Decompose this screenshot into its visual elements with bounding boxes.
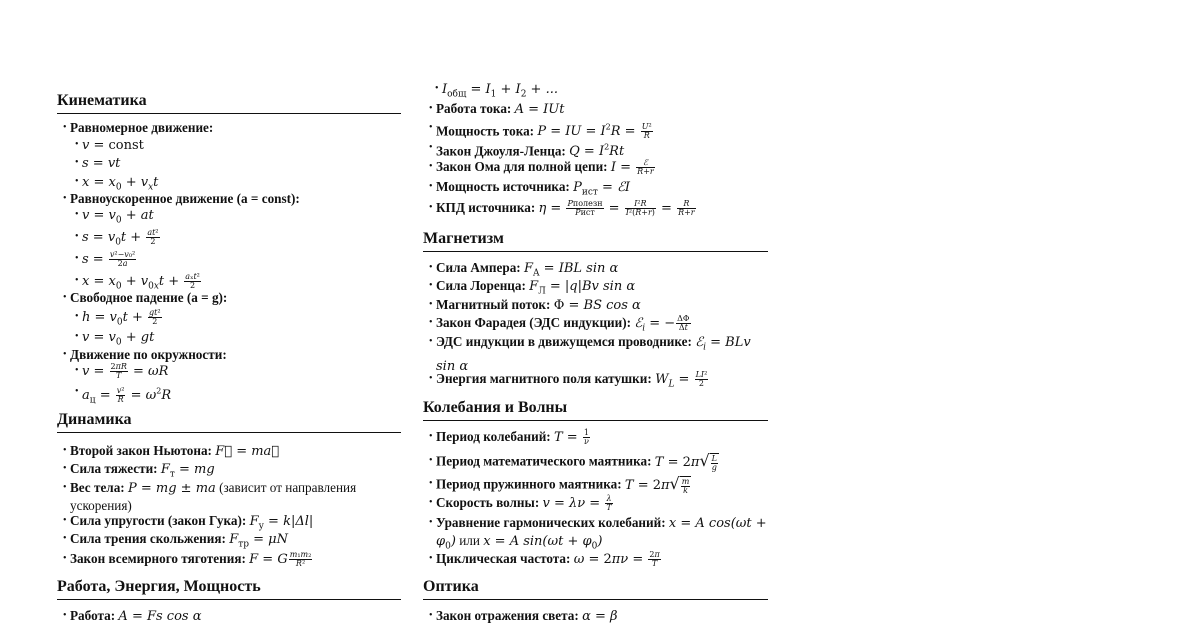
item-label: Магнитный поток: bbox=[436, 297, 551, 312]
list-item bbox=[429, 100, 768, 118]
formula: η = $\frac{\text{Pполезн}}{\text{Pист}}$ = $\frac{\text{I²R}}{\text{I²(R+r)}}$ = $\frac{R}{R+r}$ bbox=[538, 199, 695, 217]
list-item bbox=[429, 370, 768, 394]
item-label: Скорость волны: bbox=[436, 495, 540, 510]
formula: F⃗ = ma⃗ bbox=[215, 444, 280, 459]
formula-item bbox=[75, 136, 401, 154]
formula-item bbox=[75, 383, 401, 410]
formula: $F_Л = |q|Bv$ sin α bbox=[529, 279, 636, 297]
item-label: Работа тока: bbox=[436, 101, 512, 116]
list-item bbox=[429, 475, 768, 495]
formula: P = mg ± ma bbox=[127, 481, 216, 496]
formula: Φ = BS cos α bbox=[553, 298, 641, 313]
item-label: Второй закон Ньютона: bbox=[70, 443, 212, 458]
item-label: Закон Ома для полной цепи: bbox=[436, 159, 608, 174]
formula-item bbox=[75, 154, 401, 172]
list-item bbox=[429, 296, 768, 314]
formula: $a_ц$ = $\frac{\text{v²}}{R}$ = $\omega^2R$ bbox=[82, 386, 172, 406]
section-title-work-energy: Работа, Энергия, Мощность bbox=[57, 578, 401, 600]
item-label: Период колебаний: bbox=[436, 429, 551, 444]
list-item bbox=[429, 494, 768, 512]
formula: v = const bbox=[82, 138, 144, 153]
item-label: Сила трения скольжения: bbox=[70, 531, 226, 546]
formula: F = G $\frac{\text{m₁m₂}}{\text{R²}}$ bbox=[249, 550, 312, 568]
formula: ℰ$_i$ = BLv sin α bbox=[436, 335, 751, 374]
formula-item bbox=[75, 228, 401, 252]
formula: v = $\frac{2\pi R}{T}$ = ωR bbox=[82, 362, 169, 380]
list-item bbox=[63, 190, 401, 207]
formula: $F_т$ = mg bbox=[160, 462, 215, 480]
list-item bbox=[63, 119, 401, 136]
item-label: ЭДС индукции в движущемся проводнике: bbox=[436, 334, 692, 349]
item-note: (зависит от направления ускорения) bbox=[70, 480, 357, 513]
formula: $W_L$ = $\frac{\text{LI²}}{2}$ bbox=[655, 370, 708, 390]
item-label: Уравнение гармонических колебаний: bbox=[436, 515, 666, 530]
formula-item bbox=[75, 362, 401, 380]
section-title-dynamics: Динамика bbox=[57, 411, 401, 433]
list-item bbox=[63, 607, 401, 625]
formula: ω = 2πν = $\frac{2\pi}{T}$ bbox=[573, 550, 660, 568]
item-label: Равномерное движение: bbox=[70, 120, 214, 135]
connector-word: или bbox=[459, 533, 480, 548]
item-label: Сила упругости (закон Гука): bbox=[70, 513, 247, 528]
item-label: Энергия магнитного поля катушки: bbox=[436, 371, 652, 386]
formula: ℰ$_i$ = − $\frac{\Delta\Phi}{\Delta t}$ bbox=[634, 314, 690, 334]
formula: $F_A$ = IBL sin α bbox=[524, 261, 619, 279]
list-item bbox=[63, 346, 401, 363]
section-title-magnetism: Магнетизм bbox=[423, 230, 768, 252]
list-item bbox=[429, 452, 768, 472]
item-label: Сила тяжести: bbox=[70, 461, 158, 476]
list-item bbox=[429, 119, 768, 140]
formula: x = A $\sin(\omega t + \varphi_0)$ bbox=[483, 534, 603, 552]
item-label: Закон Джоуля-Ленца: bbox=[436, 143, 566, 159]
formula: s = $\frac{\text{v²−v₀²}}{2a}$ bbox=[82, 250, 136, 268]
list-item bbox=[429, 428, 768, 446]
item-label: Сила Лоренца: bbox=[436, 278, 526, 293]
formula: A = Fs cos α bbox=[118, 609, 202, 624]
formula: $h = v_0t$ + $\frac{\text{gt²}}{2}$ bbox=[82, 308, 161, 328]
list-item bbox=[63, 289, 401, 306]
list-item bbox=[429, 199, 768, 217]
item-label: Период математического маятника: bbox=[436, 453, 652, 469]
list-item bbox=[429, 158, 768, 176]
section-title-kinematics: Кинематика bbox=[57, 92, 401, 114]
item-label: Циклическая частота: bbox=[436, 551, 571, 566]
item-label: Движение по окружности: bbox=[70, 347, 227, 362]
item-label: Закон всемирного тяготения: bbox=[70, 551, 246, 566]
section-title-optics: Оптика bbox=[423, 578, 768, 600]
formula-item bbox=[75, 206, 401, 230]
formula: $x = x_0 + v_{0x}t$ + $\frac{\text{aₓt²}}{2}$ bbox=[82, 272, 200, 292]
list-item bbox=[429, 607, 768, 625]
item-label: КПД источника: bbox=[436, 200, 536, 215]
formula: I = $\frac{\text{ℰ}}{R+r}$ bbox=[610, 158, 654, 176]
formula: v = λν = $\frac{\lambda}{T}$ bbox=[542, 494, 612, 512]
formula: s = vt bbox=[82, 156, 121, 171]
item-label: Мощность источника: bbox=[436, 179, 570, 194]
formula: T = 2π√ $\frac{L}{g}$ bbox=[654, 451, 717, 472]
item-label: Закон Фарадея (ЭДС индукции): bbox=[436, 315, 632, 330]
formula: P = IU = $I^2R$ = $\frac{\text{U²}}{R}$ bbox=[537, 122, 652, 141]
formula: $P_{ист}$ = ℰI bbox=[573, 180, 631, 198]
item-label: Вес тела: bbox=[70, 480, 125, 495]
formula: T = $\frac{1}{\nu}$ bbox=[554, 428, 589, 446]
formula: $I_{общ} = I_1 + I_2$ + ... bbox=[442, 82, 558, 100]
formula: A = IUt bbox=[514, 102, 565, 117]
item-label: Закон отражения света: bbox=[436, 608, 579, 623]
item-label: Период пружинного маятника: bbox=[436, 476, 622, 492]
list-item bbox=[63, 479, 401, 514]
list-item bbox=[429, 550, 768, 568]
formula: $Q = I^2Rt$ bbox=[569, 143, 625, 160]
formula-item bbox=[75, 250, 401, 268]
formula: $F_у = k|\Delta l|$ bbox=[249, 514, 314, 532]
item-label: Свободное падение (a = g): bbox=[70, 290, 228, 305]
formula: $s = v_0t$ + $\frac{\text{at²}}{2}$ bbox=[82, 228, 159, 248]
formula: $v = v_0$ + at bbox=[82, 208, 154, 226]
list-item bbox=[63, 442, 401, 460]
formula: x = A $\cos(\omega t + \varphi_0)$ bbox=[436, 516, 767, 552]
item-label: Равноускоренное движение (a = const): bbox=[70, 191, 300, 206]
formula: $x = x_0 + v_xt$ bbox=[82, 175, 159, 193]
formula: T = 2π√ $\frac{m}{k}$ bbox=[624, 474, 690, 495]
list-item bbox=[63, 550, 401, 568]
list-item bbox=[429, 333, 768, 375]
formula: α = β bbox=[582, 609, 618, 624]
formula: $v = v_0$ + gt bbox=[82, 330, 155, 348]
item-label: Работа: bbox=[70, 608, 116, 623]
formula: $F_{тр} = \mu N$ bbox=[229, 532, 288, 550]
section-title-oscillations: Колебания и Волны bbox=[423, 399, 768, 421]
item-label: Мощность тока: bbox=[436, 123, 535, 139]
item-label: Сила Ампера: bbox=[436, 260, 521, 275]
